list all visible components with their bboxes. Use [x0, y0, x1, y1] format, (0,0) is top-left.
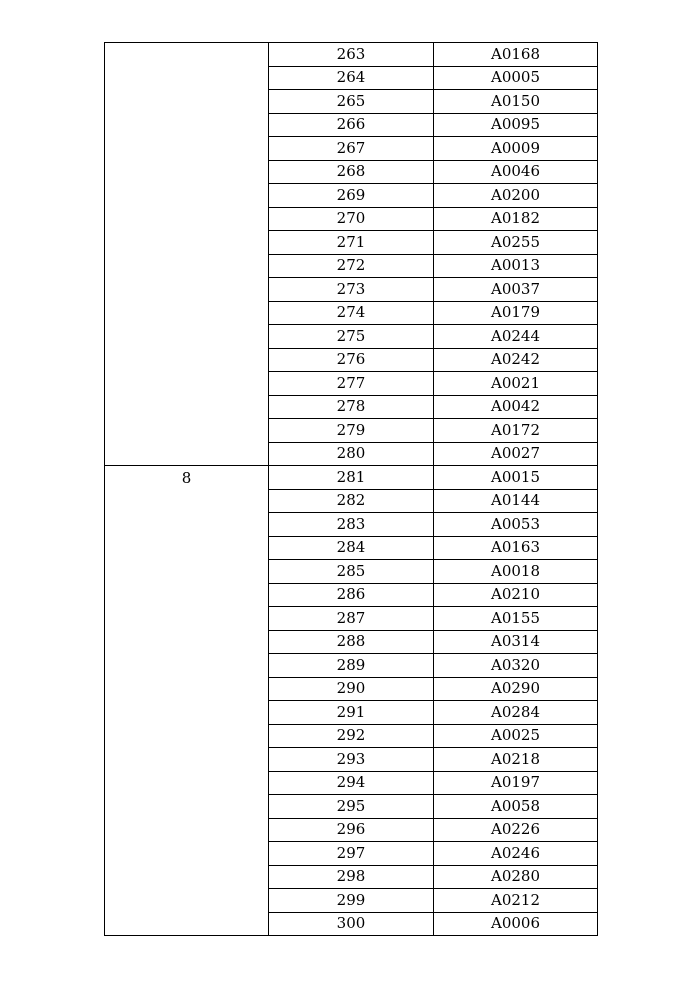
code-cell: A0150 [434, 90, 598, 114]
code-cell: A0182 [434, 207, 598, 231]
number-cell: 288 [269, 630, 434, 654]
code-cell: A0255 [434, 231, 598, 255]
number-cell: 264 [269, 66, 434, 90]
code-cell: A0242 [434, 348, 598, 372]
code-cell: A0280 [434, 865, 598, 889]
number-cell: 297 [269, 842, 434, 866]
number-cell: 271 [269, 231, 434, 255]
number-cell: 295 [269, 795, 434, 819]
number-cell: 273 [269, 278, 434, 302]
number-cell: 293 [269, 748, 434, 772]
code-cell: A0025 [434, 724, 598, 748]
number-cell: 285 [269, 560, 434, 584]
code-cell: A0046 [434, 160, 598, 184]
number-cell: 275 [269, 325, 434, 349]
number-cell: 287 [269, 607, 434, 631]
code-cell: A0320 [434, 654, 598, 678]
code-cell: A0144 [434, 489, 598, 513]
code-cell: A0155 [434, 607, 598, 631]
number-cell: 270 [269, 207, 434, 231]
number-cell: 290 [269, 677, 434, 701]
table-row [105, 466, 598, 490]
code-cell: A0284 [434, 701, 598, 725]
code-cell: A0005 [434, 66, 598, 90]
number-cell: 286 [269, 583, 434, 607]
number-cell: 277 [269, 372, 434, 396]
code-cell: A0058 [434, 795, 598, 819]
group-label-cell [105, 43, 269, 466]
code-cell: A0053 [434, 513, 598, 537]
code-cell: A0210 [434, 583, 598, 607]
code-cell: A0179 [434, 301, 598, 325]
code-cell: A0015 [434, 466, 598, 490]
number-cell: 294 [269, 771, 434, 795]
number-cell: 284 [269, 536, 434, 560]
code-cell: A0013 [434, 254, 598, 278]
code-cell: A0021 [434, 372, 598, 396]
number-cell: 283 [269, 513, 434, 537]
number-cell: 276 [269, 348, 434, 372]
number-cell: 263 [269, 43, 434, 67]
code-cell: A0197 [434, 771, 598, 795]
number-cell: 280 [269, 442, 434, 466]
code-cell: A0042 [434, 395, 598, 419]
number-cell: 268 [269, 160, 434, 184]
number-cell: 299 [269, 889, 434, 913]
code-cell: A0212 [434, 889, 598, 913]
number-cell: 272 [269, 254, 434, 278]
code-cell: A0200 [434, 184, 598, 208]
data-table [104, 42, 598, 936]
code-cell: A0163 [434, 536, 598, 560]
number-cell: 279 [269, 419, 434, 443]
table-row [105, 43, 598, 67]
code-cell: A0027 [434, 442, 598, 466]
number-cell: 296 [269, 818, 434, 842]
number-cell: 269 [269, 184, 434, 208]
number-cell: 292 [269, 724, 434, 748]
group-label-cell: 8 [105, 466, 269, 936]
number-cell: 289 [269, 654, 434, 678]
number-cell: 298 [269, 865, 434, 889]
number-cell: 274 [269, 301, 434, 325]
code-cell: A0006 [434, 912, 598, 936]
code-cell: A0095 [434, 113, 598, 137]
number-cell: 282 [269, 489, 434, 513]
number-cell: 265 [269, 90, 434, 114]
number-cell: 266 [269, 113, 434, 137]
code-cell: A0037 [434, 278, 598, 302]
number-cell: 267 [269, 137, 434, 161]
number-cell: 281 [269, 466, 434, 490]
code-cell: A0246 [434, 842, 598, 866]
code-cell: A0009 [434, 137, 598, 161]
table-body [105, 43, 598, 936]
number-cell: 291 [269, 701, 434, 725]
number-cell: 300 [269, 912, 434, 936]
code-cell: A0290 [434, 677, 598, 701]
code-cell: A0226 [434, 818, 598, 842]
code-cell: A0172 [434, 419, 598, 443]
code-cell: A0314 [434, 630, 598, 654]
code-cell: A0018 [434, 560, 598, 584]
number-cell: 278 [269, 395, 434, 419]
code-cell: A0168 [434, 43, 598, 67]
code-cell: A0244 [434, 325, 598, 349]
code-cell: A0218 [434, 748, 598, 772]
